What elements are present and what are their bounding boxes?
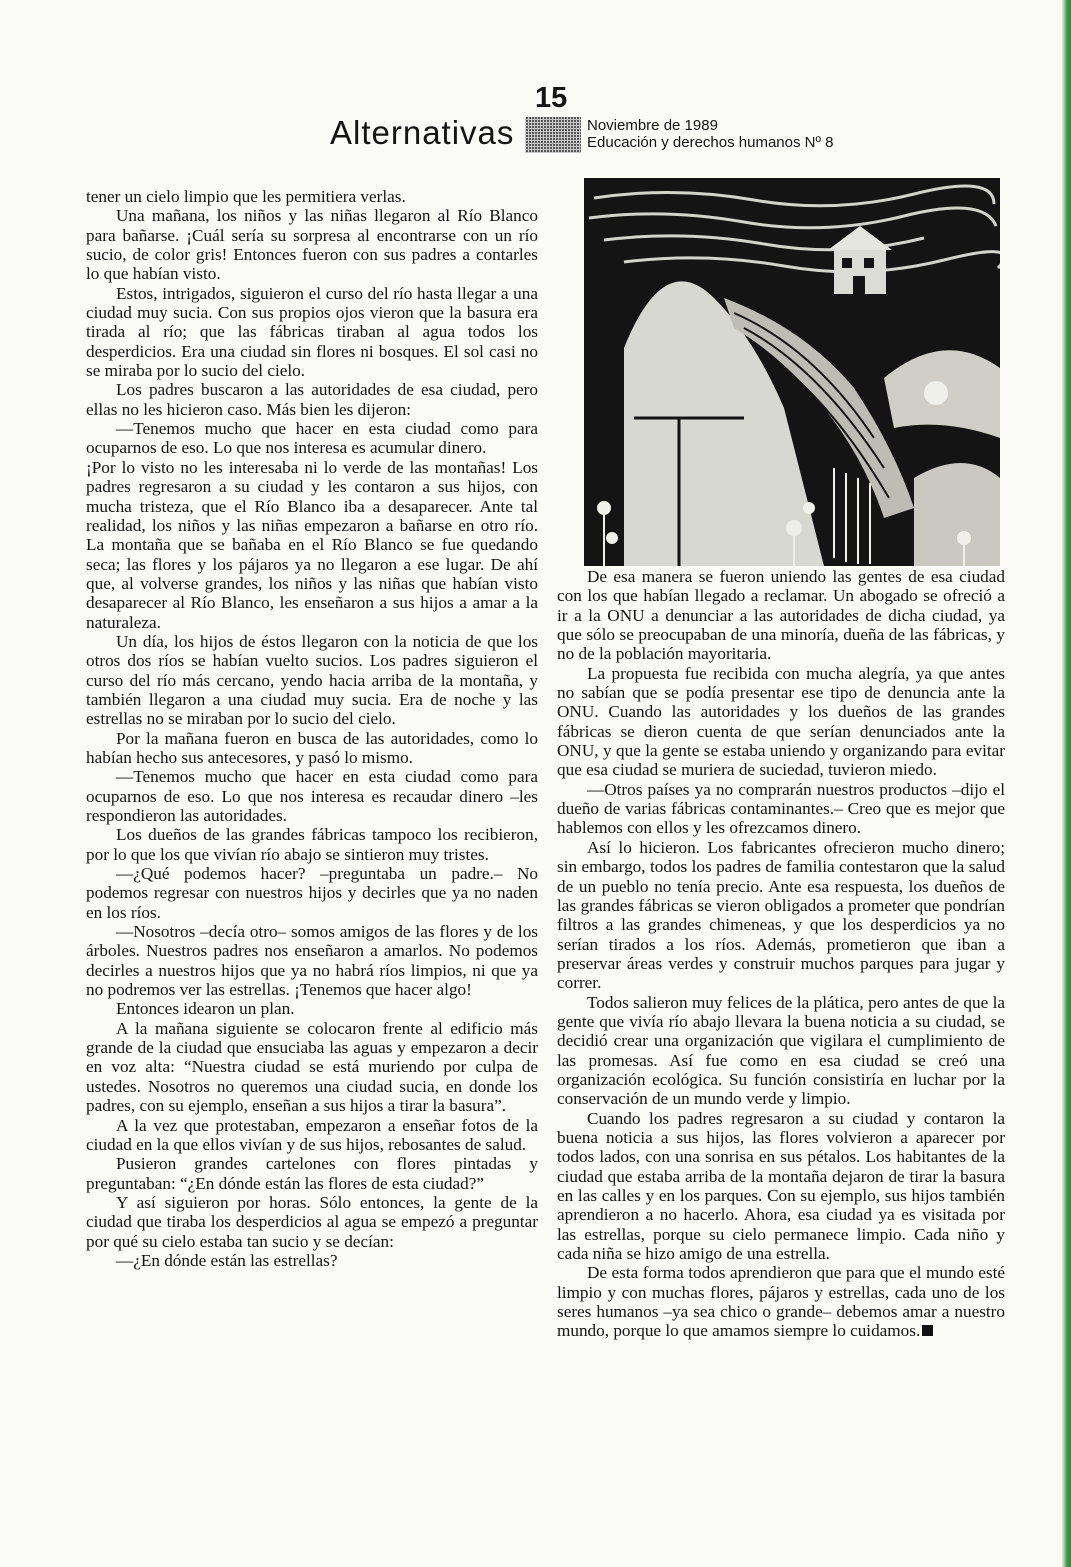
- paragraph: Los dueños de las grandes fábricas tampoco los recibieron, por lo que los que vivían río abajo se sintieron muy tristes.: [86, 825, 538, 864]
- publication-title: Alternativas: [330, 114, 515, 151]
- paragraph: Por la mañana fueron en busca de las autoridades, como lo habían hecho sus antecesores, y pasó lo mismo.: [86, 728, 538, 767]
- issue-date: Noviembre de 1989: [587, 117, 718, 134]
- left-text-column: [86, 187, 538, 1270]
- paragraph: Así lo hicieron. Los fabricantes ofrecieron mucho dinero; sin embargo, todos los padres de familia contestaron que la salud de un pueblo no tenía precio. Ante esa respuesta, los dueños de las grandes fábricas se vieron obligados a prometer que pondrían filtros a las grandes chimeneas, y que los desperdicios ya no serían tirados a los ríos. Además, prometieron que iban a preservar áreas verdes y construir muchos parques para jugar y correr.: [557, 837, 1005, 993]
- paragraph: Pusieron grandes cartelones con flores pintadas y preguntaban: “¿En dónde están las flores de esta ciudad?”: [86, 1154, 538, 1193]
- paragraph: ¡Por lo visto no les interesaba ni lo verde de las montañas! Los padres regresaron a su ciudad y les contaron a sus hijos, con mucha tristeza, que el Río Blanco iba a desaparecer. Ante tal realidad, los niños y las niñas empezaron a bañarse en otro río. La montaña que se bañaba en el Río Blanco se fue quedando seca; las flores y los pájaros ya no llegaron a ese lugar. De ahí que, al volverse grandes, los niños y las niñas que habían visto desaparecer al Río Blanco, les enseñaron a sus hijos a amar a la naturaleza.: [86, 457, 538, 632]
- story-illustration: [584, 178, 1000, 566]
- paragraph: Todos salieron muy felices de la plática, pero antes de que la gente que vivía río abajo llevara la buena noticia a su ciudad, se decidió crear una organización que vigilara el cumplimiento de las promesas. Así fue como en esa ciudad se creó una organización ecológica. Su función consistiría en luchar por la conservación de un mundo verde y limpio.: [557, 992, 1005, 1109]
- closing-paragraph-text: De esta forma todos aprendieron que para que el mundo esté limpio y con muchas flores, pájaros y estrellas, cada uno de los seres humanos –ya sea chico o grande– debemos amar a nuestro mundo, porque lo que amamos siempre lo cuidamos.: [557, 1263, 1005, 1341]
- paragraph: —Tenemos mucho que hacer en esta ciudad como para ocuparnos de eso. Lo que nos interesa es acumular dinero.: [86, 419, 538, 458]
- paragraph: Y así siguieron por horas. Sólo entonces, la gente de la ciudad que tiraba los desperdicios al agua se empezó a preguntar por qué su cielo estaba tan sucio y se decían:: [86, 1192, 538, 1251]
- paragraph: —¿Qué podemos hacer? –preguntaba un padre.– No podemos regresar con nuestros hijos y decirles que ya no naden en los ríos.: [86, 864, 538, 922]
- paragraph: —Tenemos mucho que hacer en esta ciudad como para ocuparnos de eso. Lo que nos interesa es recaudar dinero –les respondieron las autoridades.: [86, 767, 538, 825]
- masthead-halftone-block: [525, 117, 581, 153]
- paragraph: —Otros países ya no comprarán nuestros productos –dijo el dueño de varias fábricas contaminantes.– Creo que es mejor que hablemos con ellos y les ofrezcamos dinero.: [557, 779, 1005, 838]
- illustration-drawing: [584, 178, 1000, 566]
- paragraph: Cuando los padres regresaron a su ciudad y contaron la buena noticia a sus hijos, las flores volvieron a aparecer por todos lados, con una sonrisa en sus pétalos. Los habitantes de la ciudad que estaba arriba de la montaña dejaron de tirar la basura en las calles y en los parques. Con su ejemplo, sus hijos también aprendieron a no hacerlo. Ahora, esa ciudad ya es visitada por las estrellas, porque su cielo permanece limpio. Cada niño y cada niña se hizo amigo de una estrella.: [557, 1108, 1005, 1264]
- page-edge-strip: [1062, 0, 1071, 1567]
- paragraph: La propuesta fue recibida con mucha alegría, ya que antes no sabían que se podía presentar ese tipo de denuncia ante la ONU. Cuando las autoridades y los dueños de las grandes fábricas se dieron cuenta de que serían denunciados ante la ONU, y que la gente se estaba uniendo y organizando para evitar que esa ciudad se muriera de suciedad, tuvieron miedo.: [557, 663, 1005, 780]
- paragraph: Un día, los hijos de éstos llegaron con la noticia de que los otros dos ríos se habían vuelto sucios. Los padres siguieron el curso del río más cercano, yendo hacia arriba de la montaña, y también llegaron a una ciudad muy sucia. Era de noche y las estrellas no se miraban por lo sucio del cielo.: [86, 631, 538, 729]
- paragraph: tener un cielo limpio que les permitiera verlas.: [86, 187, 406, 206]
- right-text-column: [557, 567, 1005, 1341]
- paragraph: Una mañana, los niños y las niñas llegaron al Río Blanco para bañarse. ¡Cuál sería su sorpresa al encontrarse con un río sucio, de color gris! Entonces fueron con sus padres a contarles lo que habían visto.: [86, 206, 538, 284]
- paragraph: [557, 1263, 1005, 1340]
- end-mark-icon: [922, 1325, 933, 1336]
- issue-info: [587, 117, 833, 151]
- paragraph: A la mañana siguiente se colocaron frente al edificio más grande de la ciudad que ensuciaba las aguas y empezaron a decir en voz alta: “Nuestra ciudad se está muriendo por culpa de ustedes. Nosotros no queremos una ciudad sucia, en donde los padres, con su ejemplo, enseñan a sus hijos a tirar la basura”.: [86, 1018, 538, 1116]
- paragraph: A la vez que protestaban, empezaron a enseñar fotos de la ciudad en la que ellos vivían y de sus hijos, rebosantes de salud.: [86, 1115, 538, 1154]
- paragraph: Los padres buscaron a las autoridades de esa ciudad, pero ellas no les hicieron caso. Más bien les dijeron:: [86, 380, 538, 419]
- issue-series: Educación y derechos humanos Nº 8: [587, 134, 834, 151]
- paragraph: Entonces idearon un plan.: [116, 999, 295, 1019]
- paragraph: —Nosotros –decía otro– somos amigos de las flores y de los árboles. Nuestros padres nos enseñaron a amarlos. No podemos decirles a nuestros hijos que ya no habrá ríos limpios, ni que ya no podremos ver las estrellas. ¡Tenemos que hacer algo!: [86, 922, 538, 1000]
- paragraph: De esa manera se fueron uniendo las gentes de esa ciudad con los que habían llegado a reclamar. Un abogado se ofreció a ir a la ONU a denunciar a las autoridades de dicha ciudad, ya que sólo se preocupaban de una minoría, dueña de las fábricas, y no de la población mayoritaria.: [557, 567, 1005, 664]
- paragraph: —¿En dónde están las estrellas?: [116, 1250, 338, 1270]
- page-number: 15: [535, 82, 568, 114]
- paragraph: Estos, intrigados, siguieron el curso del río hasta llegar a una ciudad muy sucia. Con sus propios ojos vieron que la basura era tirada al río; que las fábricas tiraban al agua todos los desperdicios. Era una ciudad sin flores ni bosques. El sol casi no se miraba por lo sucio del cielo.: [86, 283, 538, 381]
